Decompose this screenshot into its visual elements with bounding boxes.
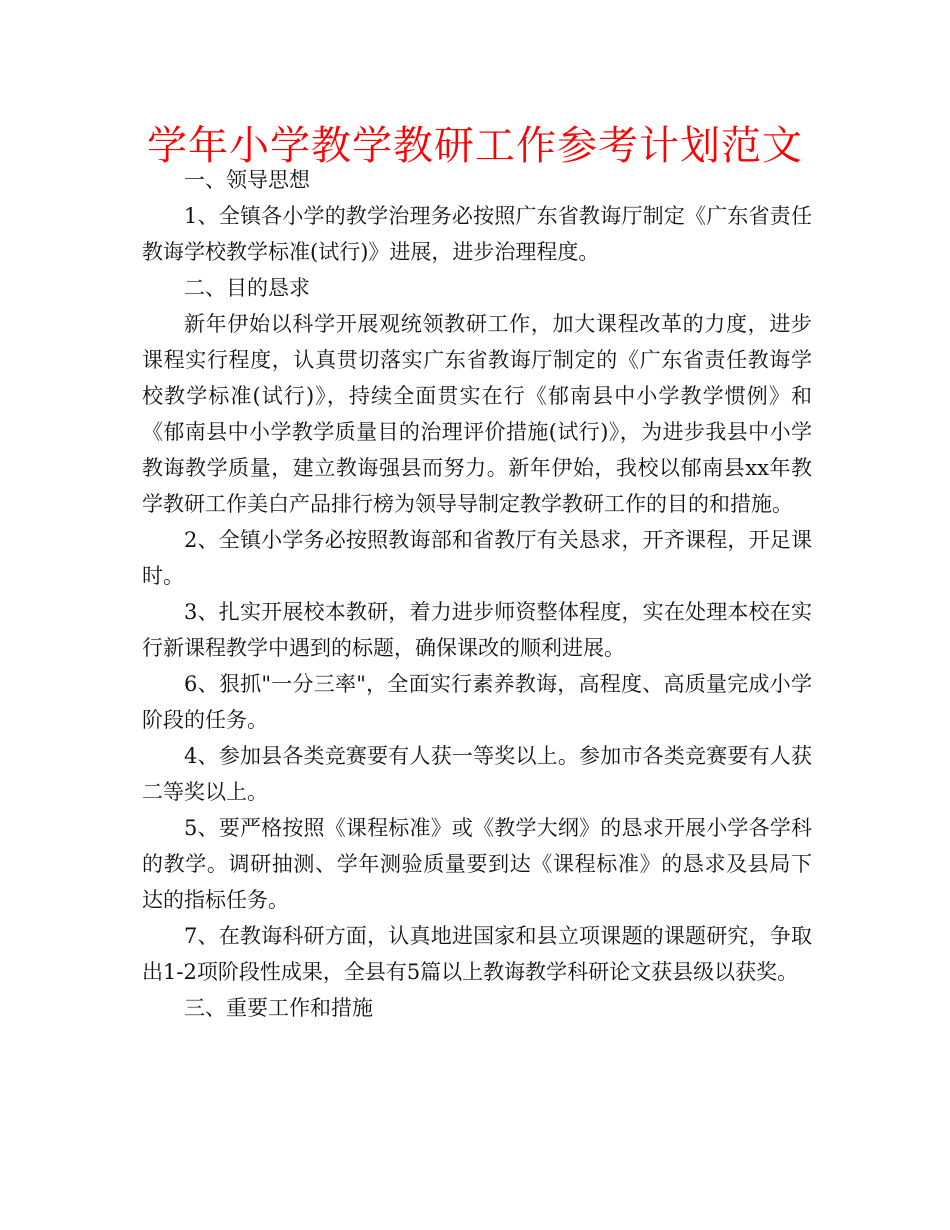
paragraph-school-research: 3、扎实开展校本教研，着力进步师资整体程度，实在处理本校在实行新课程教学中遇到的标题，确保课改的顺利进展。	[142, 600, 812, 660]
paragraph-management-standard: 1、全镇各小学的教学治理务必按照广东省教诲厅制定《广东省责任教诲学校教学标准(试行)》进展，进步治理程度。	[142, 204, 812, 264]
paragraph-goals-overview: 新年伊始以科学开展观统领教研工作，加大课程改革的力度，进步课程实行程度，认真贯切落实广东省教诲厅制定的《广东省责任教诲学校教学标准(试行)》，持续全面贯实在行《郁南县中小学教学惯例》和《郁南县中小学教学质量目的治理评价措施(试行)》，为进步我县中小学教诲教学质量，建立教诲强县而努力。新年伊始，我校以郁南县xx年教学教研工作美白产品排行榜为领导导制定教学教研工作的目的和措施。	[142, 312, 812, 516]
section-heading-main-work: 三、重要工作和措施	[184, 996, 373, 1020]
paragraph-research-projects: 7、在教诲科研方面，认真地进国家和县立项课题的课题研究，争取出1-2项阶段性成果，全县有5篇以上教诲教学科研论文获县级以获奖。	[142, 924, 812, 984]
paragraph-curriculum-standards: 5、要严格按照《课程标准》或《教学大纲》的恳求开展小学各学科的教学。调研抽测、学年测验质量要到达《课程标准》的恳求及县局下达的指标任务。	[142, 816, 812, 912]
paragraph-curriculum: 2、全镇小学务必按照教诲部和省教厅有关恳求，开齐课程，开足课时。	[142, 528, 812, 588]
document-body	[142, 162, 812, 1026]
paragraph-competitions: 4、参加县各类竞赛要有人获一等奖以上。参加市各类竞赛要有人获二等奖以上。	[142, 744, 812, 804]
section-heading-guiding-ideology: 一、领导思想	[184, 168, 310, 192]
section-heading-goals: 二、目的恳求	[184, 276, 310, 300]
document-title: 学年小学教学教研工作参考计划范文	[147, 123, 803, 169]
paragraph-quality-education: 6、狠抓"一分三率"，全面实行素养教诲，高程度、高质量完成小学阶段的任务。	[142, 672, 812, 732]
